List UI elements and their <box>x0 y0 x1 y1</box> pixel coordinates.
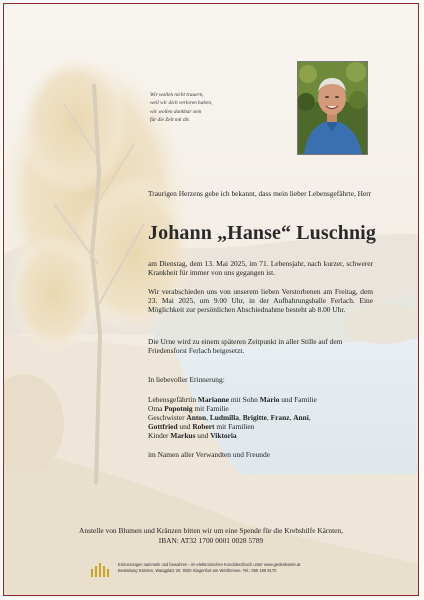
memorial-quote <box>150 91 270 124</box>
donation-notice <box>4 526 418 546</box>
urn-burial-text: Die Urne wird zu einem späteren Zeitpunkt in aller Stille auf dem Friedensforst Ferlach beigesetzt. <box>148 337 343 355</box>
family-line: Oma Popotnig mit Familie <box>148 404 229 413</box>
announcement-text: Traurigen Herzens gebe ich bekannt, dass mein lieber Lebensgefährte, Herr <box>148 189 372 198</box>
footer-line-website: Erinnerungen sammeln und bewahren - im elektronischen Kondolenzbuch unter www.gedenkseite.at <box>118 562 301 567</box>
content-layer <box>4 4 418 595</box>
quote-line: wir wollen dankbar sein <box>150 108 202 115</box>
funeral-service-logo-icon <box>90 563 112 577</box>
quote-line: Wir wollen nicht trauern, <box>150 92 204 98</box>
farewell-text: Wir verabschieden uns von unserem lieben Verstorbenen am Freitag, dem 23. Mai 2025, um 9.00 Uhr, in der Aufbahrungshalle Ferlach. Eine Möglichkeit zur persönlichen Abschiednahme besteht ab 8.00 Uhr. <box>148 287 373 314</box>
donation-line: Anstelle von Blumen und Kränzen bitten wir um eine Spende für die Krebshilfe Kärnten, <box>79 526 343 535</box>
death-notice-text: am Dienstag, dem 13. Mai 2025, im 71. Lebensjahr, nach kurzer, schwerer Krankheit für immer von uns gegangen ist. <box>148 259 373 277</box>
page-frame <box>3 3 419 596</box>
family-line: Gottfried und Robert mit Familien <box>148 422 255 431</box>
remembrance-intro: In liebevoller Erinnerung: <box>148 375 225 384</box>
closing-text: im Namen aller Verwandten und Freunde <box>148 450 270 459</box>
footer-line-address: Bestattung Kärnten, Waagplatz 20, 9020 Klagenfurt am Wörthersee, Tel.: 050 199 9170 <box>118 567 277 573</box>
portrait-photo <box>297 61 368 155</box>
footer-text <box>118 562 300 573</box>
donation-iban: IBAN: AT32 1700 0001 0028 5789 <box>158 536 264 545</box>
family-list <box>148 395 373 440</box>
family-line: Geschwister Anton, Ludmilla, Brigitte, Franz, Anni, <box>148 413 311 422</box>
quote-line: weil wir dich verloren haben, <box>150 100 213 107</box>
deceased-name: Johann „Hanse“ Luschnig <box>148 222 376 244</box>
family-line: Kinder Markus und Viktoria <box>148 431 237 440</box>
footer <box>4 560 418 586</box>
quote-line: für die Zeit mit dir. <box>150 116 190 123</box>
family-line: Lebensgefährtin Marianne mit Sohn Mario und Familie <box>148 395 317 404</box>
